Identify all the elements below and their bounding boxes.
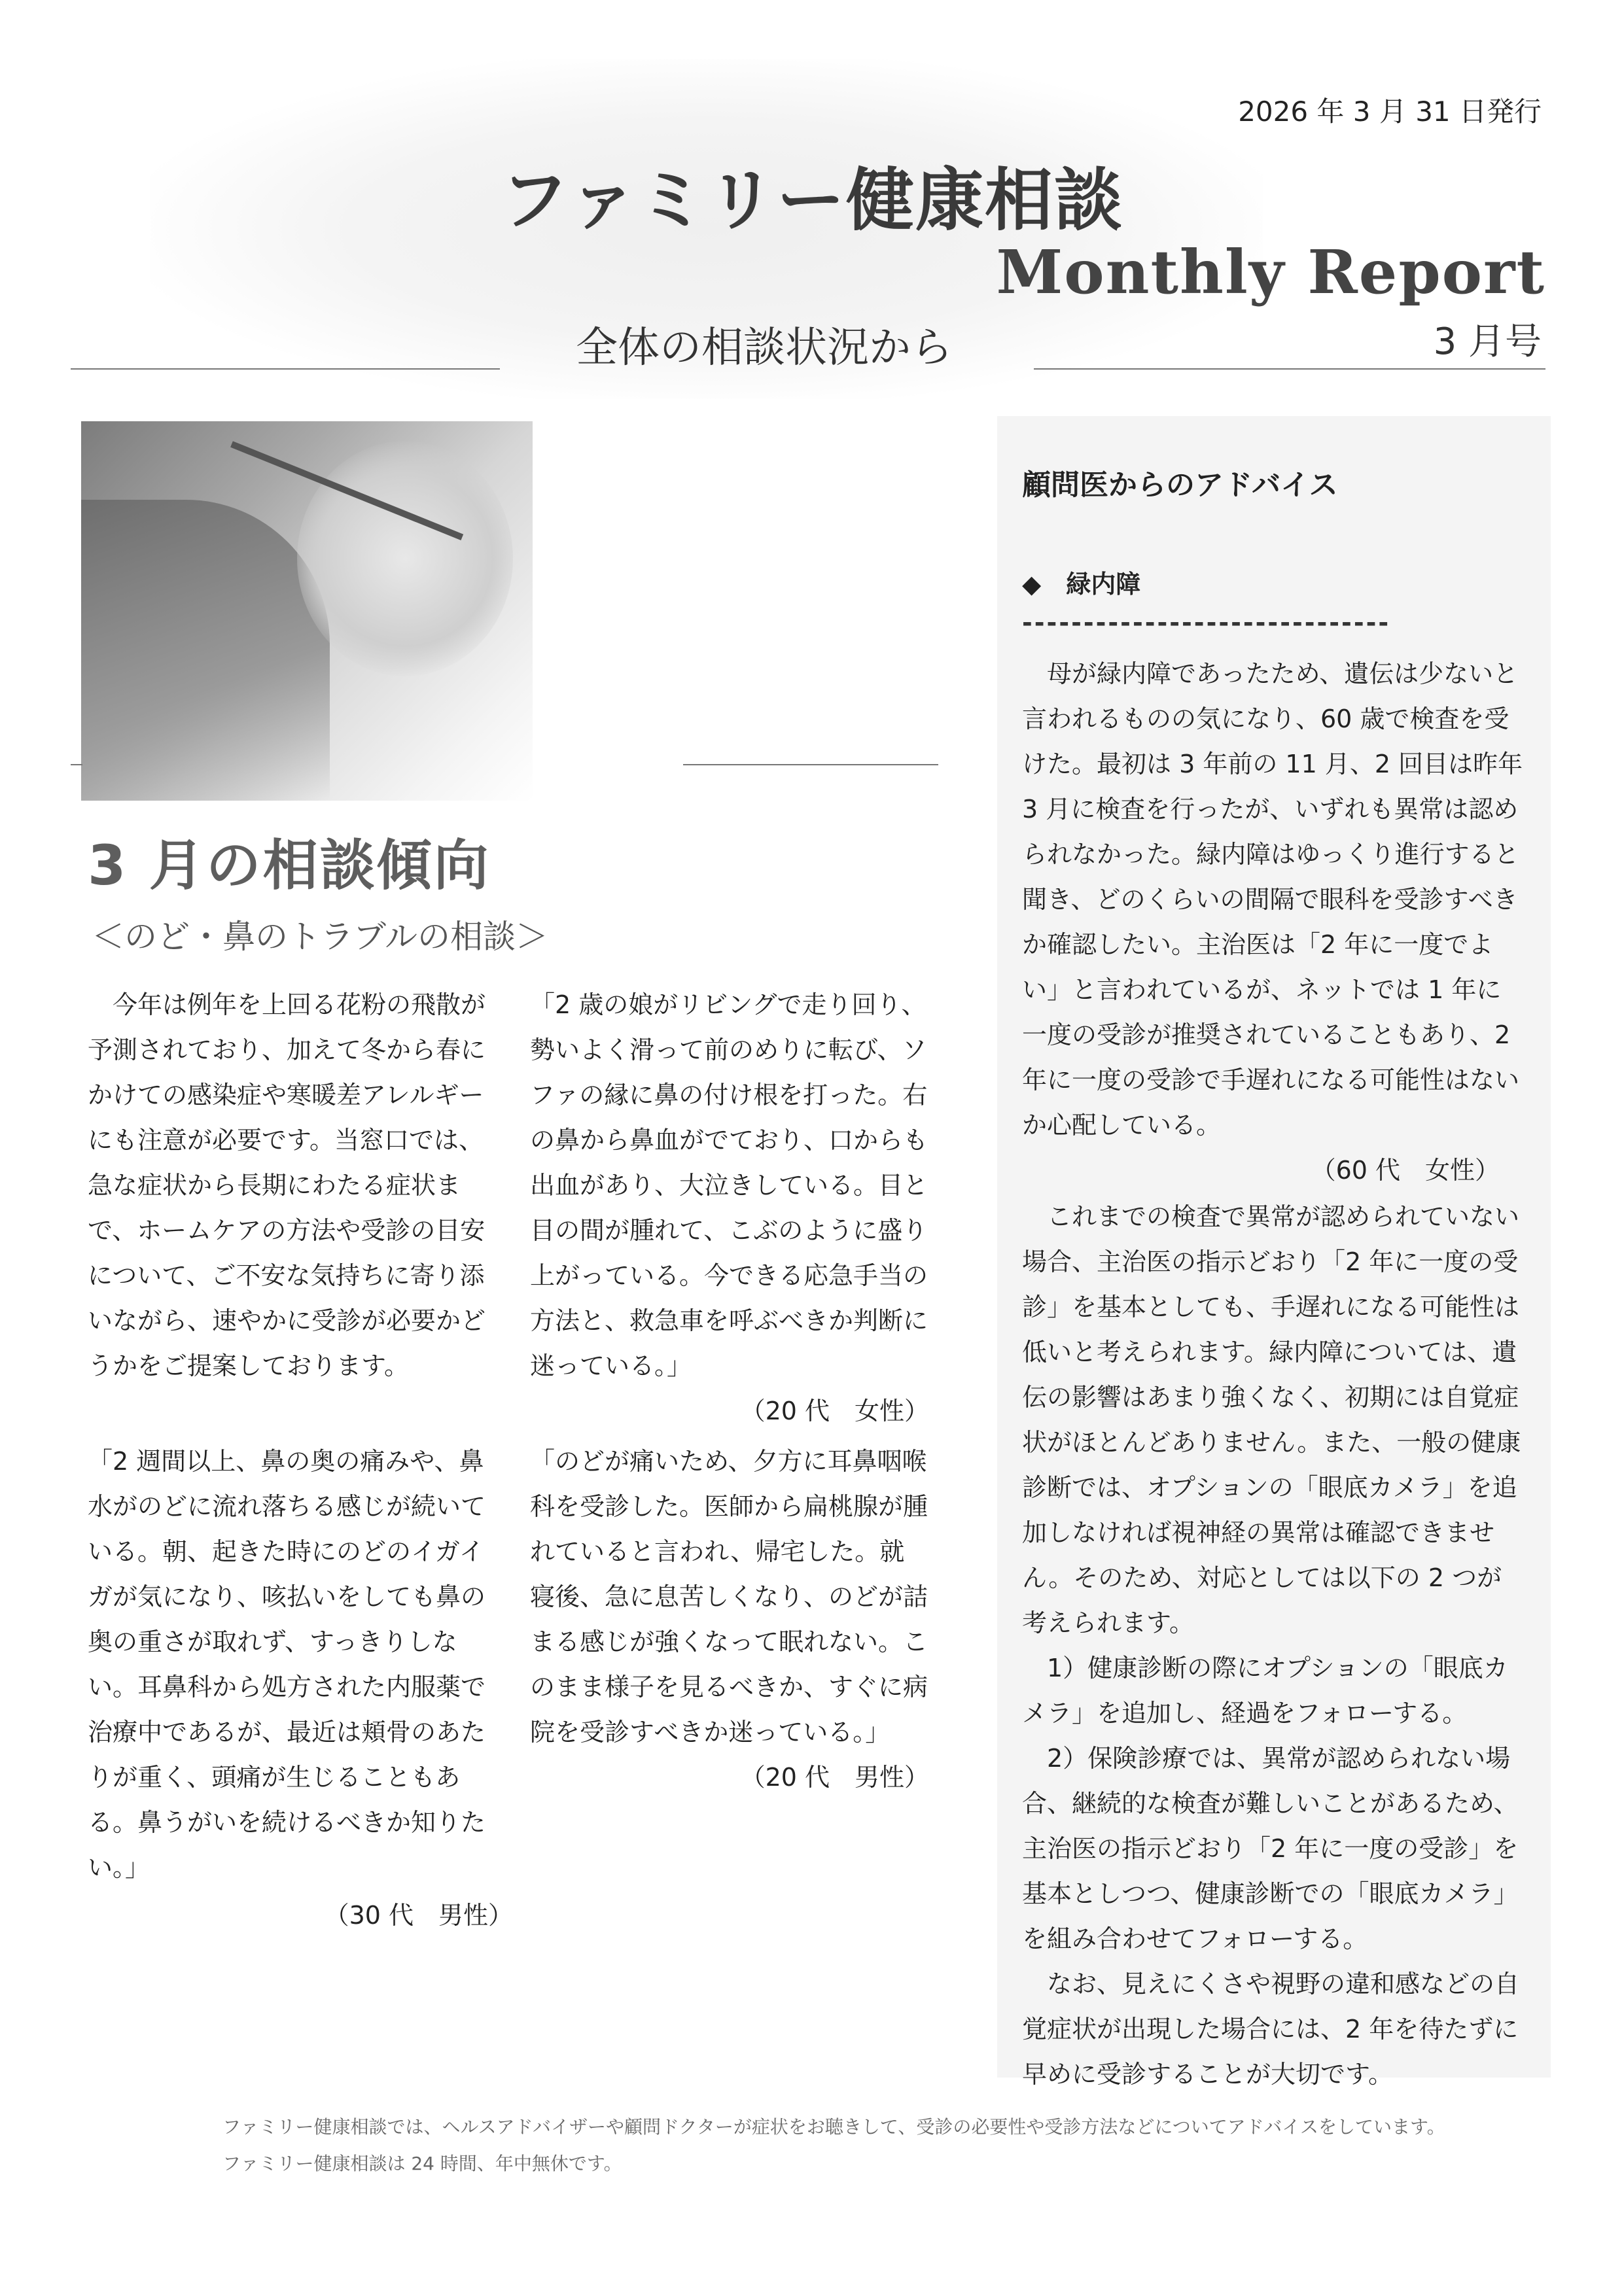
case-3-text: 「のどが痛いため、夕方に耳鼻咽喉科を受診した。医師から扁桃腺が腫れていると言われ、帰宅した。就寝後、急に息苦しくなり、のどが詰まる感じが強くなって眠れない。このまま様子を見るべきか、すぐに病院を受診すべきか迷っている。」: [530, 1447, 928, 1747]
trend-title: 3 月の相談傾向: [88, 833, 491, 897]
case-3: [530, 1439, 929, 1800]
case-1: [88, 1439, 513, 1938]
answer-paragraph-1: これまでの検査で異常が認められていない場合、主治医の指示どおり「2 年に一度の受診」を基本としても、手遅れになる可能性は低いと考えられます。緑内障については、遺伝の影響はあまり強くなく、初期には自覚症状がほとんどありません。また、一般の健康診断では、オプションの「眼底カメラ」を追加しなければ視神経の異常は確認できません。そのため、対応としては以下の 2 つが考えられます。: [1022, 1202, 1521, 1637]
case-1-text: 「2 週間以上、鼻の奥の痛みや、鼻水がのどに流れ落ちる感じが続いている。朝、起きた時にのどのイガイガが気になり、咳払いをしても鼻の奥の重さが取れず、すっきりしない。耳鼻科から処方された内服薬で治療中であるが、最近は頬骨のあたりが重く、頭痛が生じることもある。鼻うがいを続けるべきか知りたい。」: [88, 1447, 486, 1882]
issue-date: 2026 年 3 月 31 日発行: [1238, 96, 1542, 128]
case-2-attribution: （20 代 女性）: [740, 1397, 929, 1425]
question-attribution: （60 代 女性）: [1311, 1156, 1500, 1185]
question-text: 母が緑内障であったため、遺伝は少ないと言われるものの気になり、60 歳で検査を受けた。最初は 3 年前の 11 月、2 回目は昨年 3 月に検査を行ったが、いずれも異常は認められなかった。緑内障はゆっくり進行すると聞き、どのくらいの間隔で眼科を受診すべきか確認したい。主治医は「2 年に一度でよい」と言われているが、ネットでは 1 年に一度の受診が推奨されていることもあり、2 年に一度の受診で手遅れになる可能性はないか心配している。: [1022, 659, 1523, 1139]
consultation-photo: [81, 421, 533, 801]
answer-option-1: 1）健康診断の際にオプションの「眼底カメラ」を追加し、経過をフォローする。: [1022, 1654, 1508, 1728]
answer-option-2: 2）保険診療では、異常が認められない場合、継続的な検査が難しいことがあるため、主治医の指示どおり「2 年に一度の受診」を基本としつつ、健康診断での「眼底カメラ」を組み合わせてフォローする。: [1022, 1744, 1519, 1953]
case-1-attribution: （30 代 男性）: [324, 1901, 513, 1930]
footer-line-2: ファミリー健康相談は 24 時間、年中無休です。: [222, 2153, 622, 2174]
advice-divider: ------------------------------: [1022, 608, 1391, 637]
header-rule-right: [1034, 368, 1545, 370]
answer-paragraph-2: なお、見えにくさや視野の違和感などの自覚症状が出現した場合には、2 年を待たずに早めに受診することが大切です。: [1022, 1970, 1520, 2089]
photo-rule-right: [683, 764, 938, 765]
header-rule-left: [71, 368, 500, 370]
case-2-text: 「2 歳の娘がリビングで走り回り、勢いよく滑って前のめりに転び、ソファの縁に鼻の付け根を打った。右の鼻から鼻血がでており、口からも出血があり、大泣きしている。目と目の間が腫れて、こぶのように盛り上がっている。今できる応急手当の方法と、救急車を呼ぶべきか判断に迷っている。」: [530, 990, 928, 1380]
advice-answer: [1022, 1194, 1526, 2097]
case-2: [530, 983, 929, 1434]
monthly-report-label: Monthly Report: [996, 237, 1545, 307]
photo-rule-left: [71, 764, 82, 765]
issue-number: 3 月号: [1433, 321, 1542, 363]
case-3-attribution: （20 代 男性）: [740, 1763, 929, 1792]
newsletter-subtitle: 全体の相談状況から: [576, 324, 953, 372]
newsletter-title: ファミリー健康相談: [501, 160, 1123, 240]
advice-topic: ◆ 緑内障: [1022, 570, 1141, 599]
trend-intro: [88, 983, 487, 1389]
advice-heading: 顧問医からのアドバイス: [1022, 468, 1338, 502]
advice-question: [1022, 652, 1526, 1193]
intro-paragraph: 今年は例年を上回る花粉の飛散が予測されており、加えて冬から春にかけての感染症や寒暖差アレルギーにも注意が必要です。当窓口では、急な症状から長期にわたる症状まで、ホームケアの方法や受診の目安について、ご不安な気持ちに寄り添いながら、速やかに受診が必要かどうかをご提案しております。: [88, 990, 486, 1380]
trend-subtitle: ＜のど・鼻のトラブルの相談＞: [92, 918, 548, 956]
footer-line-1: ファミリー健康相談では、ヘルスアドバイザーや顧問ドクターが症状をお聴きして、受診の必要性や受診方法などについてアドバイスをしています。: [222, 2116, 1445, 2138]
